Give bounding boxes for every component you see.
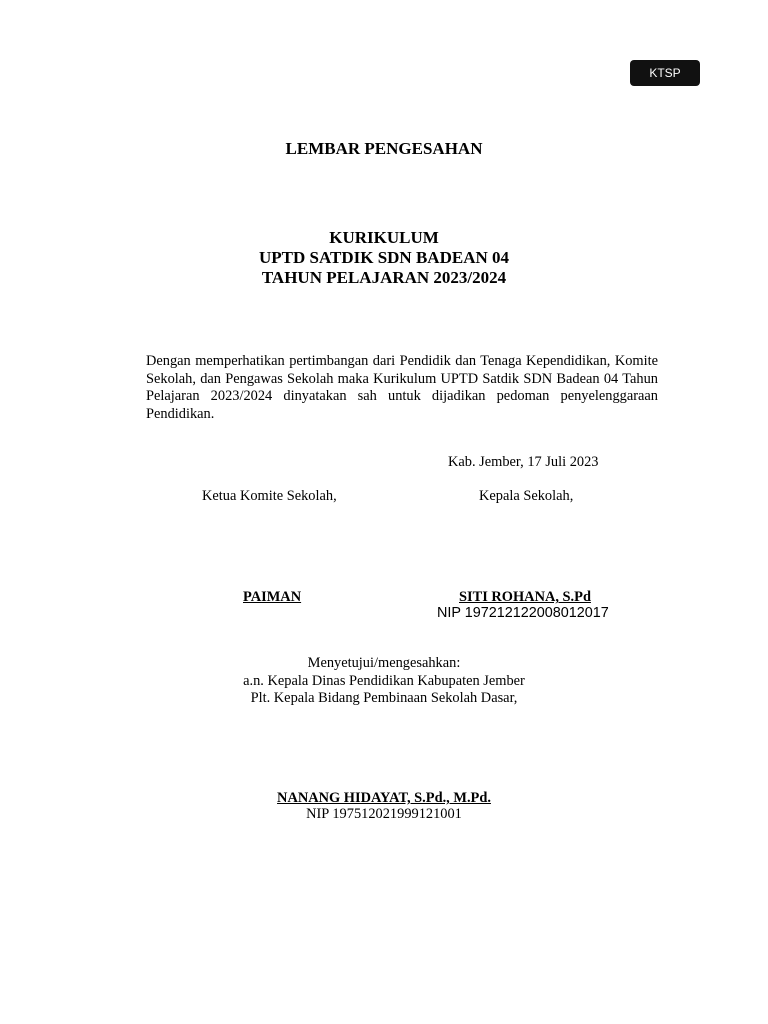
ktsp-badge: KTSP — [630, 60, 700, 86]
approval-block — [0, 655, 768, 708]
page-title: LEMBAR PENGESAHAN — [285, 139, 483, 158]
heading-line-1: KURIKULUM — [329, 228, 439, 247]
heading-line-2: UPTD SATDIK SDN BADEAN 04 — [259, 248, 509, 267]
committee-chair-role: Ketua Komite Sekolah, — [202, 488, 337, 504]
heading-line-3: TAHUN PELAJARAN 2023/2024 — [261, 268, 507, 287]
approval-line-2: a.n. Kepala Dinas Pendidikan Kabupaten Jember — [243, 672, 525, 689]
committee-chair-name: PAIMAN — [243, 589, 302, 605]
place-date: Kab. Jember, 17 Juli 2023 — [448, 454, 599, 470]
document-heading — [0, 228, 768, 288]
approver-nip: NIP 197512021999121001 — [306, 806, 462, 822]
body-paragraph: Dengan memperhatikan pertimbangan dari Pendidik dan Tenaga Kependidikan, Komite Sekolah, dan Pengawas Sekolah maka Kurikulum UPTD Satdik SDN Badean 04 Tahun Pelajaran 2023/2024 dinyatakan sah untuk dijadikan pedoman penyelenggaraan Pendidikan. — [146, 353, 658, 422]
principal-name: SITI ROHANA, S.Pd — [459, 589, 591, 605]
principal-nip: NIP 197212122008012017 — [437, 605, 609, 621]
approval-line-3: Plt. Kepala Bidang Pembinaan Sekolah Dasar, — [250, 690, 518, 706]
approval-line-1: Menyetujui/mengesahkan: — [307, 655, 461, 671]
approver-name: NANANG HIDAYAT, S.Pd., M.Pd. — [277, 790, 491, 806]
principal-role: Kepala Sekolah, — [479, 488, 574, 504]
approver-name-block — [0, 790, 768, 807]
